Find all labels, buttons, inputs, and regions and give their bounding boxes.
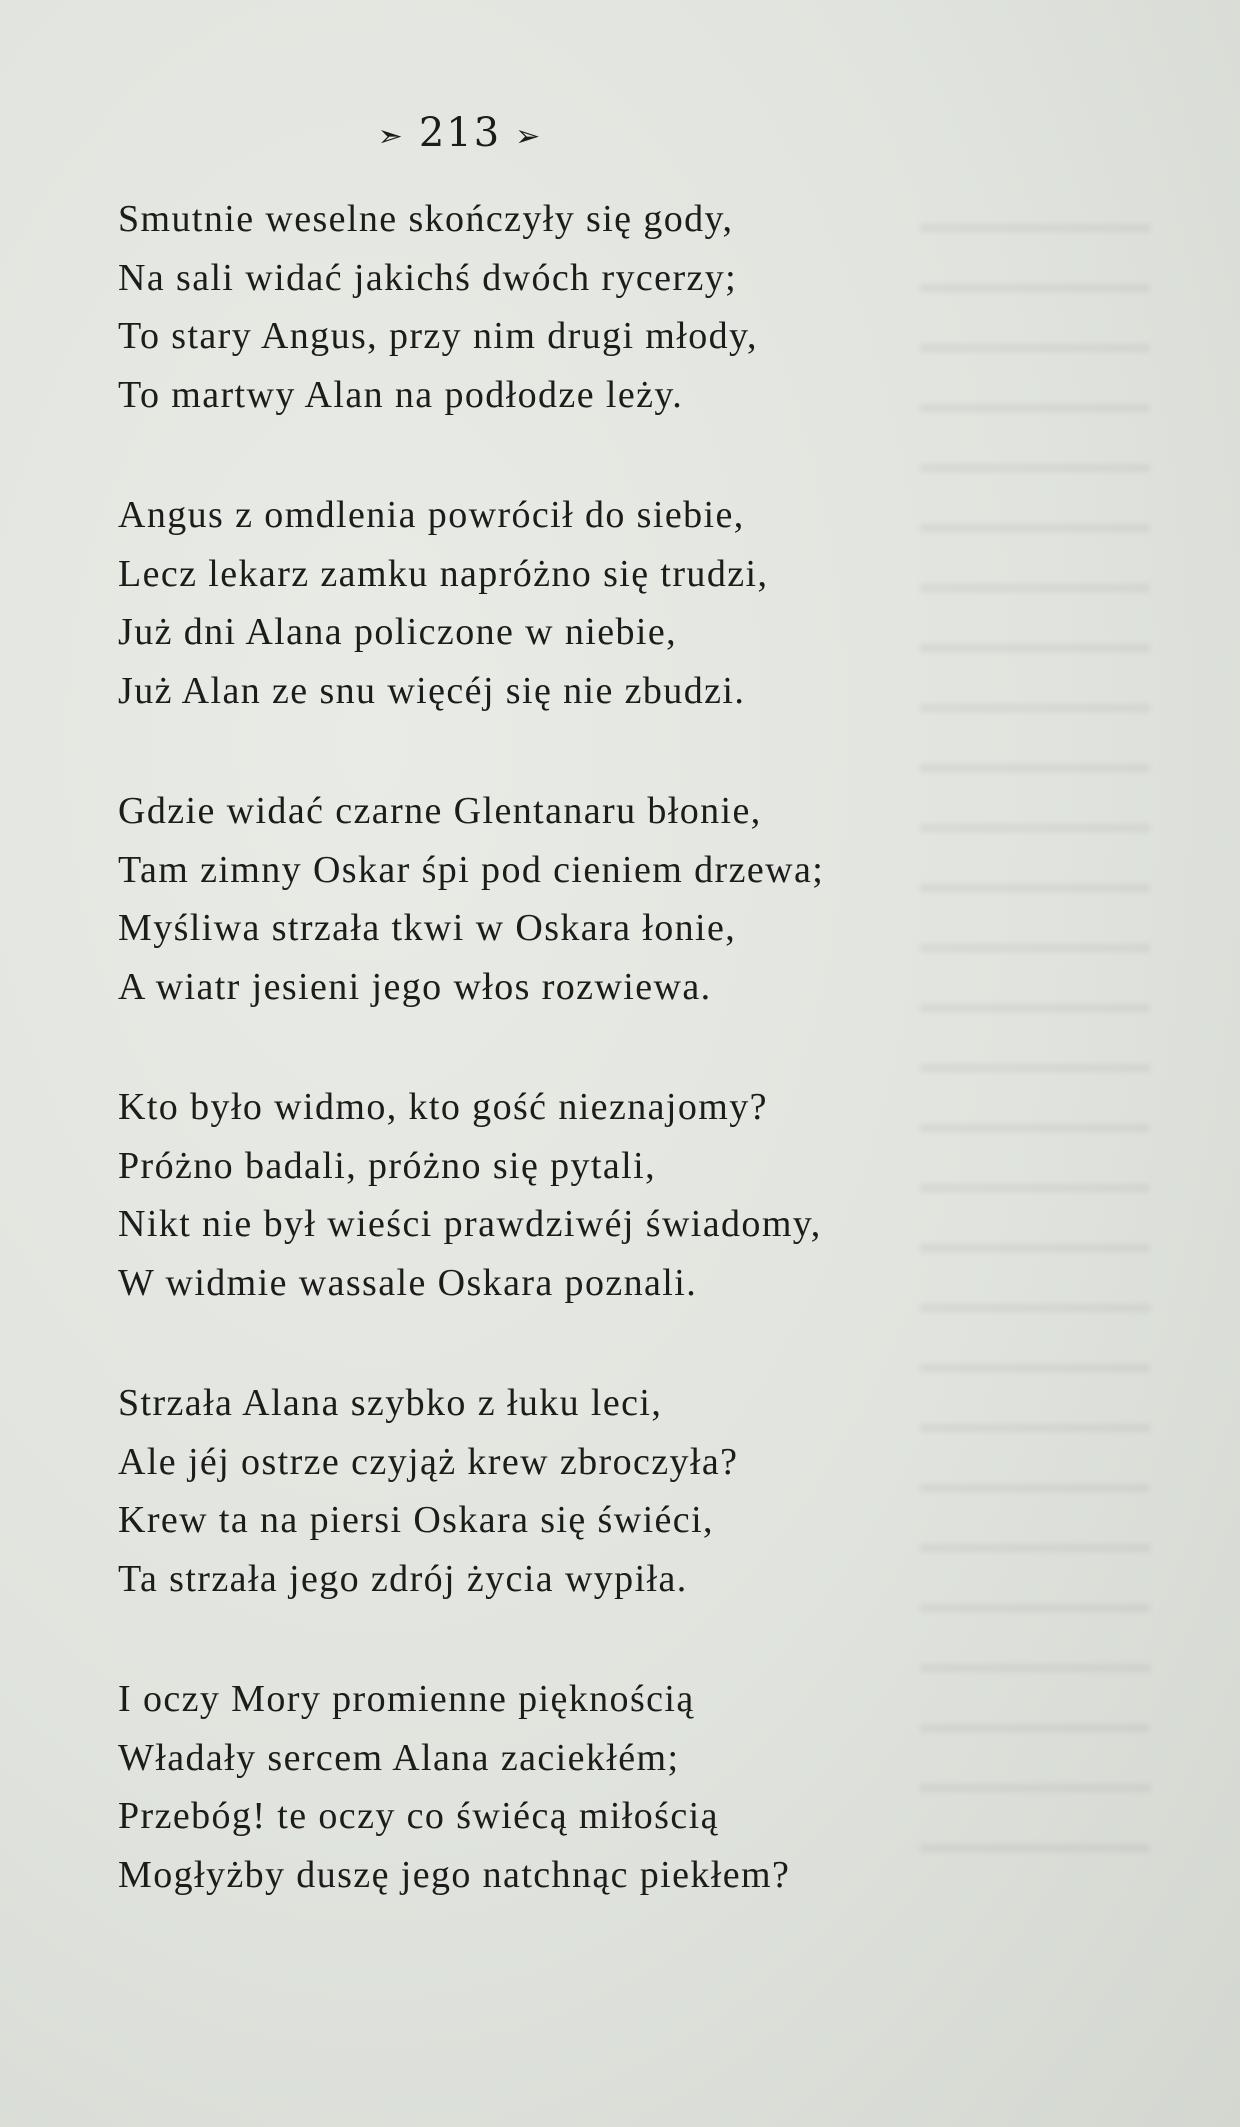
verse-line: Nikt nie był wieści prawdziwéj świadomy,	[118, 1203, 822, 1245]
verse-line: Gdzie widać czarne Glentanaru błonie,	[118, 790, 762, 832]
verse-line: Władały sercem Alana zaciekłém;	[118, 1736, 680, 1779]
stanza	[118, 190, 978, 424]
page-header	[0, 110, 920, 156]
verse-line: Już Alan ze snu więcéj się nie zbudzi.	[118, 669, 746, 712]
page-number: 213	[418, 110, 502, 156]
ornament-left-icon: ➣	[377, 118, 405, 154]
verse-line: Już dni Alana policzone w niebie,	[118, 611, 678, 653]
verse-line: A wiatr jesieni jego włos rozwiewa.	[118, 965, 712, 1008]
poem	[118, 190, 978, 1966]
stanza	[118, 782, 978, 1016]
stanza	[118, 1374, 978, 1608]
verse-line: Angus z omdlenia powrócił do siebie,	[118, 494, 745, 536]
verse-line: Strzała Alana szybko z łuku leci,	[118, 1382, 663, 1424]
stanza	[118, 1078, 978, 1312]
verse-line: Lecz lekarz zamku napróżno się trudzi,	[118, 552, 769, 595]
verse-line: Ta strzała jego zdrój życia wypiła.	[118, 1557, 688, 1600]
verse-line: Próżno badali, próżno się pytali,	[118, 1144, 656, 1187]
verse-line: To stary Angus, przy nim drugi młody,	[118, 315, 758, 357]
verse-line: Kto było widmo, kto gość nieznajomy?	[118, 1086, 768, 1128]
verse-line: Myśliwa strzała tkwi w Oskara łonie,	[118, 907, 737, 949]
stanza	[118, 486, 978, 720]
verse-line: Tam zimny Oskar śpi pod cieniem drzewa;	[118, 848, 825, 891]
verse-line: I oczy Mory promienne pięknością	[118, 1678, 695, 1720]
verse-line: Krew ta na piersi Oskara się świéci,	[118, 1499, 714, 1541]
verse-line: Przebóg! te oczy co świécą miłością	[118, 1795, 719, 1837]
stanza	[118, 1670, 978, 1904]
verse-line: Ale jéj ostrze czyjąż krew zbroczyła?	[118, 1440, 739, 1483]
verse-line: Na sali widać jakichś dwóch rycerzy;	[118, 256, 738, 299]
verse-line: Smutnie weselne skończyły się gody,	[118, 198, 734, 240]
verse-line: Mogłyżby duszę jego natchnąc piekłem?	[118, 1853, 791, 1896]
verse-line: W widmie wassale Oskara poznali.	[118, 1261, 698, 1304]
verse-line: To martwy Alan na podłodze leży.	[118, 373, 684, 416]
ornament-right-icon: ➢	[515, 118, 543, 154]
